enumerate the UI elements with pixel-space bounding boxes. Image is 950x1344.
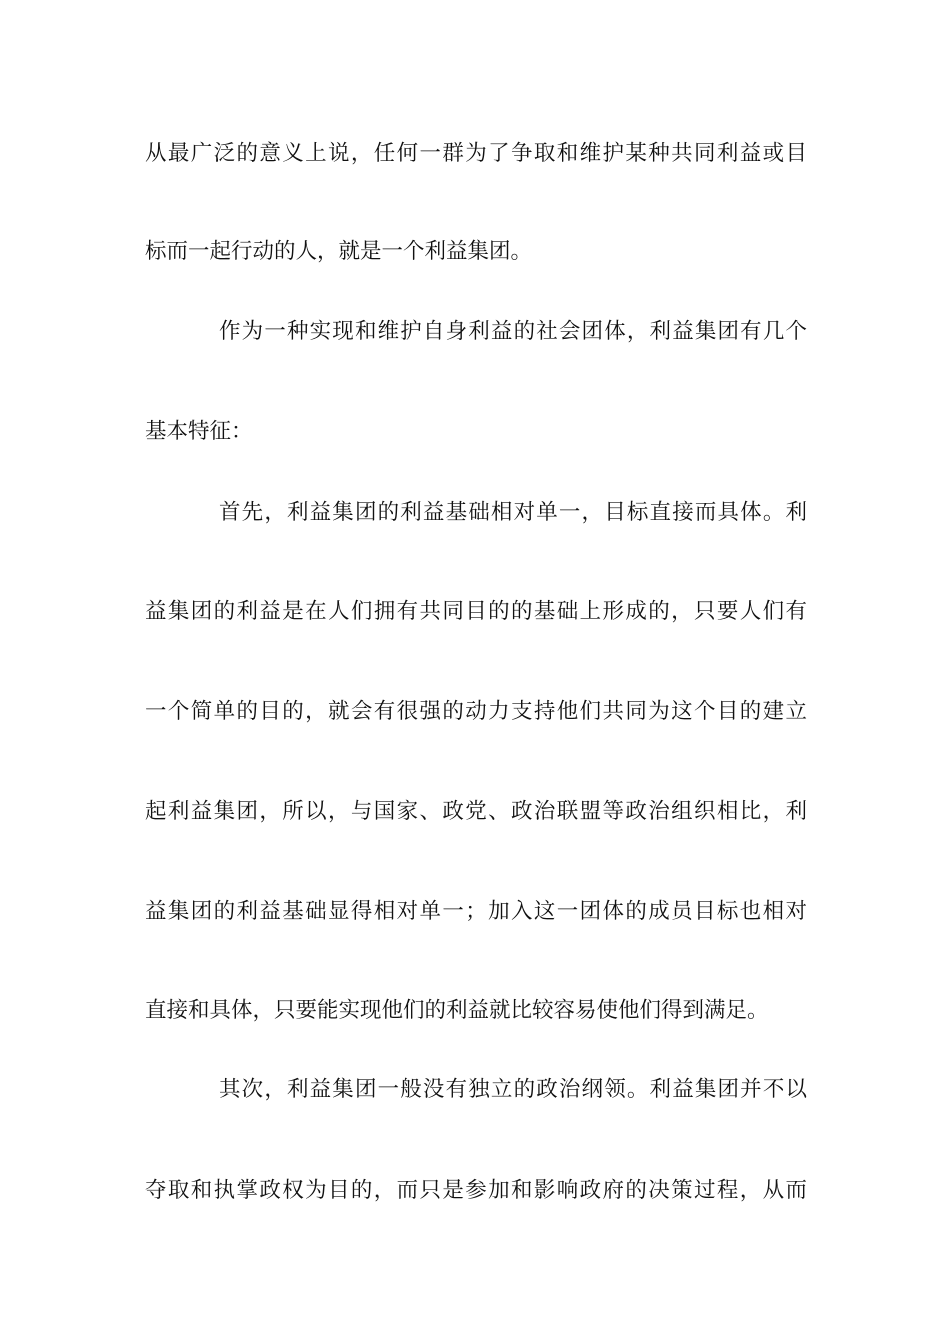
paragraph-4-line-2: 夺取和执掌政权为目的，而只是参加和影响政府的决策过程，从而 [145,1178,807,1203]
paragraph-3-line-4: 起利益集团，所以，与国家、政党、政治联盟等政治组织相比，利 [145,799,807,824]
paragraph-3-line-6: 直接和具体，只要能实现他们的利益就比较容易使他们得到满足。 [145,998,769,1023]
paragraph-3-line-2: 益集团的利益是在人们拥有共同目的的基础上形成的，只要人们有 [145,599,807,624]
paragraph-1-line-2: 标而一起行动的人，就是一个利益集团。 [145,239,533,264]
paragraph-3-line-5: 益集团的利益基础显得相对单一；加入这一团体的成员目标也相对 [145,899,807,924]
paragraph-2-line-1: 作为一种实现和维护自身利益的社会团体，利益集团有几个 [219,319,807,344]
paragraph-2-line-2: 基本特征： [145,419,253,444]
paragraph-4-line-1: 其次，利益集团一般没有独立的政治纲领。利益集团并不以 [219,1077,807,1102]
paragraph-3-line-1: 首先，利益集团的利益基础相对单一，目标直接而具体。利 [219,500,807,525]
paragraph-1-line-1: 从最广泛的意义上说，任何一群为了争取和维护某种共同利益或目 [145,141,807,166]
paragraph-3-line-3: 一个简单的目的，就会有很强的动力支持他们共同为这个目的建立 [145,699,807,724]
